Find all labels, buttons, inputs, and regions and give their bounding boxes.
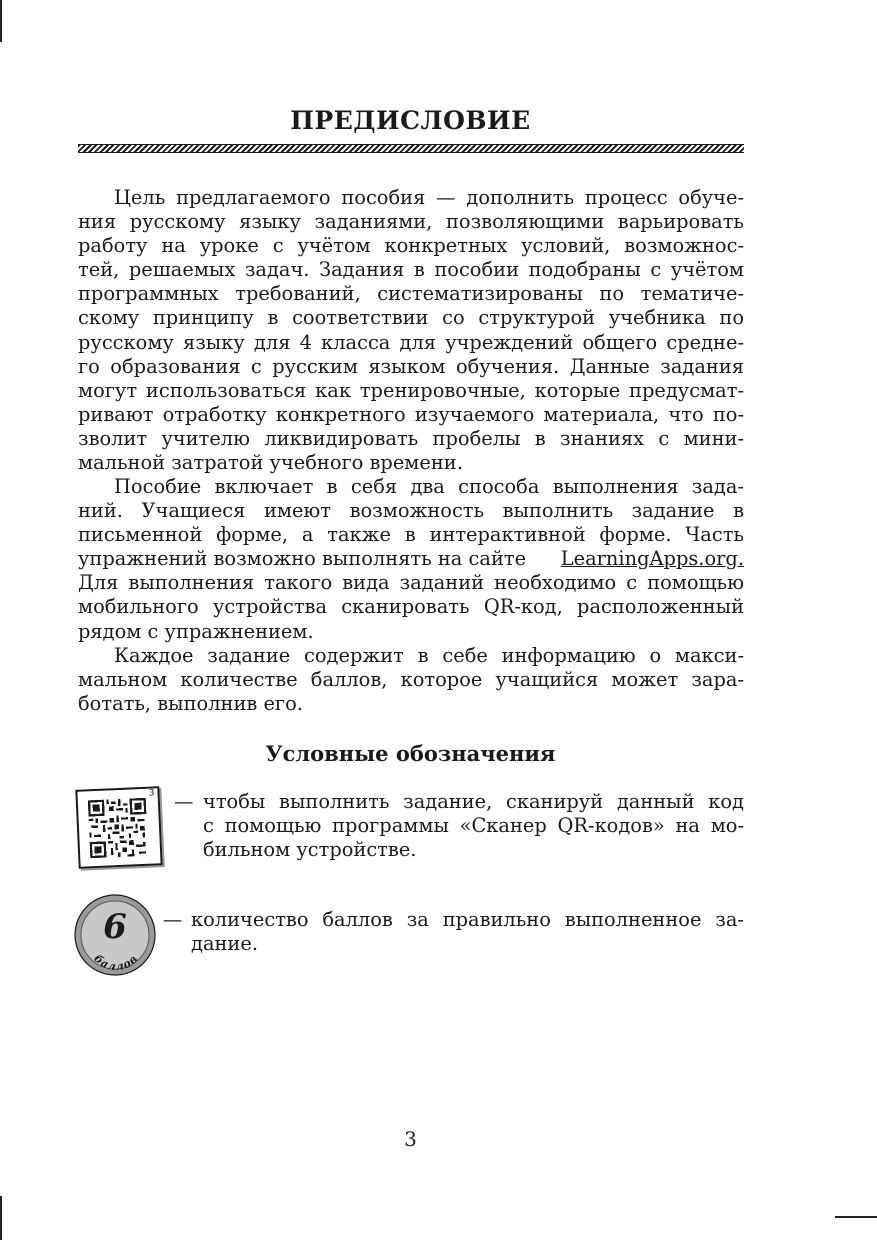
text-line: го образования с русским языком обучения. Данные задания <box>78 354 744 378</box>
text-line: дание. <box>191 932 258 956</box>
text-line: работу на уроке с учётом конкретных условий, возможнос- <box>78 234 744 258</box>
text-line: мобильного устройства сканировать QR-код, расположенный <box>78 595 744 619</box>
text-line: скому принципу в соответствии со структурой учебника по <box>78 306 744 330</box>
badge-number: 6 <box>103 907 127 947</box>
crop-mark-top-left <box>0 0 2 42</box>
text-line: ривают отработку конкретного изучаемого материала, что по- <box>78 402 744 426</box>
qr-code-pattern <box>88 798 148 858</box>
text-line: Цель предлагаемого пособия — дополнить процесс обуче- <box>114 186 744 209</box>
text-line: тей, решаемых задач. Задания в пособии подобраны с учётом <box>78 258 744 282</box>
paragraph-3 <box>78 644 744 716</box>
text-line: рядом с упражнением. <box>78 619 314 643</box>
learningapps-link[interactable]: LearningApps.org. <box>560 547 744 571</box>
points-dash: — <box>163 908 183 931</box>
text-line: Пособие включает в себя два способа выполнения зада- <box>114 475 744 498</box>
points-badge-icon <box>74 894 156 976</box>
text-line: количество баллов за правильно выполненное за- <box>191 908 744 931</box>
points-legend-text <box>191 908 744 956</box>
qr-legend-text <box>203 790 744 862</box>
paragraph-2 <box>78 475 744 644</box>
text-line: с помощью программы «Сканер QR-кодов» на мо- <box>203 814 744 838</box>
crop-mark-bottom-left <box>0 1196 2 1240</box>
title-divider <box>78 144 744 153</box>
text-line: мальной затратой учебного времени. <box>78 451 463 475</box>
text-line: могут использоваться как тренировочные, которые предусмат- <box>78 378 744 402</box>
text-line: мальном количестве баллов, которое учащийся может зара- <box>78 668 744 692</box>
qr-code-icon <box>75 786 162 869</box>
text-line: письменной форме, а также в интерактивной форме. Часть <box>78 523 744 547</box>
qr-corner-number: 3 <box>148 788 155 799</box>
text-line: зволит учителю ликвидировать пробелы в знаниях с мини- <box>78 426 744 450</box>
text-line: ний. Учащиеся имеют возможность выполнить задание в <box>78 499 744 523</box>
text-line: ния русскому языку заданиями, позволяющими варьировать <box>78 210 744 234</box>
text-line: Каждое задание содержит в себе информацию о макси- <box>114 644 744 667</box>
text-line: ботать, выполнив его. <box>78 692 303 716</box>
text-line: бильном устройстве. <box>203 838 417 862</box>
paragraph-1 <box>78 186 744 475</box>
badge-word: баллов <box>91 951 141 974</box>
qr-dash: — <box>174 790 194 813</box>
crop-mark-bottom-right <box>835 1216 877 1218</box>
text-line: Для выполнения такого вида заданий необходимо с помощью <box>78 571 744 595</box>
page-number: 3 <box>404 1127 417 1151</box>
link-line-prefix: упражнений возможно выполнять на сайте <box>78 547 527 571</box>
text-line: русскому языку для 4 класса для учреждений общего средне- <box>78 330 744 354</box>
text-line-with-link <box>78 547 744 571</box>
text-line: программных требований, систематизированы по тематиче- <box>78 282 744 306</box>
page-title: ПРЕДИСЛОВИЕ <box>290 106 531 135</box>
text-line: чтобы выполнить задание, сканируй данный код <box>203 790 744 813</box>
legend-heading: Условные обозначения <box>265 741 556 766</box>
